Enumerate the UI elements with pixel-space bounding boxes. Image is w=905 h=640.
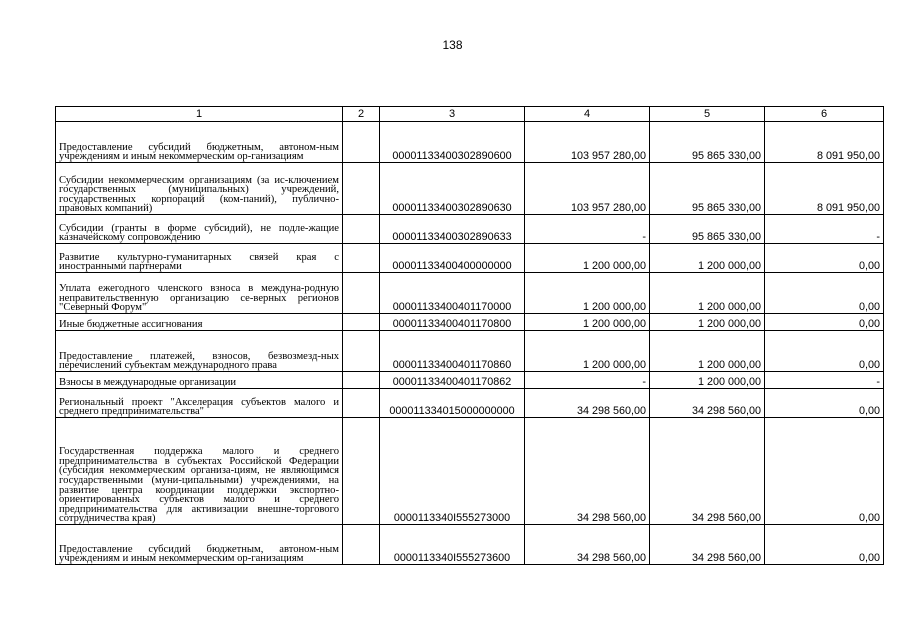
row-value-4: 1 200 000,00 [525,314,650,331]
row-value-4: 34 298 560,00 [525,389,650,418]
row-code: 00001133400401170860 [380,331,525,372]
table-header-row [56,107,884,122]
column-header-5: 5 [650,107,765,122]
row-col2 [343,314,380,331]
row-code: 00001133400400000000 [380,244,525,273]
row-col2 [343,389,380,418]
budget-table [55,106,884,565]
row-code: 0000113340I555273000 [380,418,525,525]
row-col2 [343,418,380,525]
column-header-3: 3 [380,107,525,122]
row-name: Субсидии некоммерческим организациям (за ис-ключением государственных (муниципальных) учреждений, государственных корпораций (ком-паний), публично-правовых компаний) [56,163,343,215]
row-value-4: - [525,372,650,389]
row-value-6: 0,00 [765,314,884,331]
row-value-4: 103 957 280,00 [525,163,650,215]
row-col2 [343,215,380,244]
row-value-6: 0,00 [765,418,884,525]
row-value-6: 0,00 [765,273,884,314]
row-code: 00001133400401170800 [380,314,525,331]
row-code: 0000113340I555273600 [380,525,525,565]
row-value-4: 1 200 000,00 [525,273,650,314]
row-name: Уплата ежегодного членского взноса в междуна-родную неправительственную организацию се-верных регионов "Северный Форум" [56,273,343,314]
row-value-5: 34 298 560,00 [650,418,765,525]
row-value-5: 95 865 330,00 [650,122,765,163]
row-value-6: 0,00 [765,525,884,565]
row-name: Региональный проект "Акселерация субъектов малого и среднего предпринимательства" [56,389,343,418]
row-name: Субсидии (гранты в форме субсидий), не подле-жащие казначейскому сопровождению [56,215,343,244]
column-header-1: 1 [56,107,343,122]
row-value-5: 1 200 000,00 [650,314,765,331]
row-name: Развитие культурно-гуманитарных связей края с иностранными партнерами [56,244,343,273]
row-name: Предоставление субсидий бюджетным, автоном-ным учреждениям и иным некоммерческим ор-ганизациям [56,122,343,163]
row-value-5: 1 200 000,00 [650,331,765,372]
row-value-4: 34 298 560,00 [525,418,650,525]
row-value-5: 1 200 000,00 [650,273,765,314]
row-col2 [343,331,380,372]
table-row [56,331,884,372]
row-col2 [343,244,380,273]
row-col2 [343,273,380,314]
row-value-6: 0,00 [765,389,884,418]
row-name: Взносы в международные организации [56,372,343,389]
row-code: 00001133400302890633 [380,215,525,244]
row-code: 00001133400401170000 [380,273,525,314]
page-number: 138 [442,38,463,52]
row-value-5: 95 865 330,00 [650,215,765,244]
table-row [56,418,884,525]
table-row [56,163,884,215]
row-value-5: 34 298 560,00 [650,525,765,565]
table-row [56,273,884,314]
column-header-4: 4 [525,107,650,122]
row-value-4: 34 298 560,00 [525,525,650,565]
table-row [56,244,884,273]
row-value-6: 8 091 950,00 [765,122,884,163]
row-value-4: 1 200 000,00 [525,244,650,273]
row-name: Предоставление субсидий бюджетным, автоном-ным учреждениям и иным некоммерческим ор-ганизациям [56,525,343,565]
table-row [56,122,884,163]
row-value-5: 95 865 330,00 [650,163,765,215]
row-value-4: - [525,215,650,244]
row-col2 [343,372,380,389]
row-name: Предоставление платежей, взносов, безвозмезд-ных перечислений субъектам международного права [56,331,343,372]
row-code: 000011334015000000000 [380,389,525,418]
row-code: 00001133400401170862 [380,372,525,389]
row-col2 [343,122,380,163]
row-col2 [343,163,380,215]
table-row [56,314,884,331]
row-name: Государственная поддержка малого и среднего предпринимательства в субъектах Российской Федерации (субсидия некоммерческим организа-циям, не являющимся государственными (муни-ципальными) учреждениями, на развитие центра координации поддержки экспортно-ориентированных субъектов малого и среднего предпринимательства для активизации внешне-торгового сотрудничества края) [56,418,343,525]
row-value-5: 34 298 560,00 [650,389,765,418]
table-row [56,372,884,389]
table-row [56,525,884,565]
row-value-4: 1 200 000,00 [525,331,650,372]
row-code: 00001133400302890600 [380,122,525,163]
row-value-6: 0,00 [765,244,884,273]
row-value-6: 8 091 950,00 [765,163,884,215]
column-header-6: 6 [765,107,884,122]
column-header-2: 2 [343,107,380,122]
table-row [56,389,884,418]
row-value-6: - [765,372,884,389]
row-value-6: 0,00 [765,331,884,372]
row-code: 00001133400302890630 [380,163,525,215]
row-value-5: 1 200 000,00 [650,244,765,273]
row-col2 [343,525,380,565]
row-value-4: 103 957 280,00 [525,122,650,163]
table-row [56,215,884,244]
row-value-6: - [765,215,884,244]
row-value-5: 1 200 000,00 [650,372,765,389]
row-name: Иные бюджетные ассигнования [56,314,343,331]
